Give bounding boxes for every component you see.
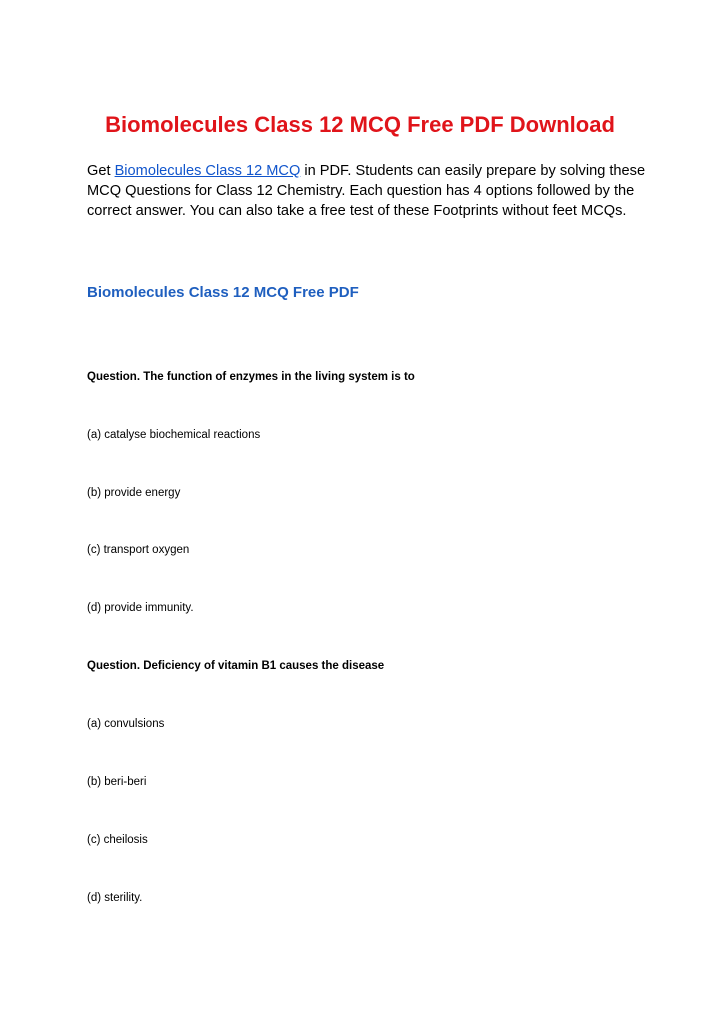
question-2-option-b: (b) beri-beri: [87, 776, 147, 788]
intro-text-after-link: in PDF. Students can easily prepare by solving these MCQ Questions for Class 12 Chemistry. Each question has 4 options followed by the correct answer. You can also take a free test of these Footprints without feet MCQs.: [87, 163, 646, 219]
section-heading: Biomolecules Class 12 MCQ Free PDF: [87, 284, 359, 301]
question-1-option-d: (d) provide immunity.: [87, 602, 194, 614]
question-2-option-a: (a) convulsions: [87, 718, 165, 730]
question-2-option-c: (c) cheilosis: [87, 834, 148, 846]
question-2-option-d: (d) sterility.: [87, 892, 143, 904]
question-1-option-a: (a) catalyse biochemical reactions: [87, 429, 261, 441]
page-title: Biomolecules Class 12 MCQ Free PDF Download: [105, 112, 615, 137]
biomolecules-mcq-link[interactable]: Biomolecules Class 12 MCQ: [114, 163, 301, 179]
question-1-option-b: (b) provide energy: [87, 487, 181, 499]
question-2: Question. Deficiency of vitamin B1 causes the disease: [87, 660, 385, 672]
intro-text-before-link: Get: [87, 163, 115, 179]
intro-paragraph: [87, 162, 647, 221]
question-1: Question. The function of enzymes in the living system is to: [87, 371, 415, 383]
question-1-option-c: (c) transport oxygen: [87, 544, 190, 556]
